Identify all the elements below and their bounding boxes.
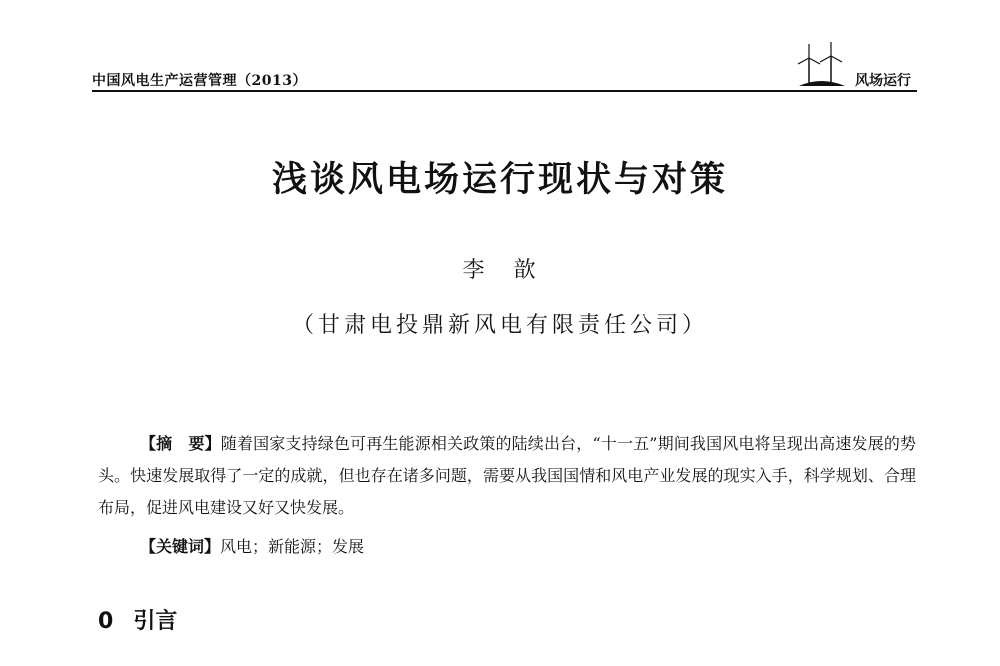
author-name: 李 歆 xyxy=(462,258,538,283)
keywords-text: 风电；新能源；发展 xyxy=(220,537,365,556)
section-title: 风场运行 xyxy=(855,73,911,89)
keywords xyxy=(140,531,364,563)
section-heading-title: 引言 xyxy=(133,609,178,634)
section-heading xyxy=(98,604,177,635)
running-header xyxy=(92,66,917,92)
author-affiliation: （甘肃电投鼎新风电有限责任公司） xyxy=(291,313,708,338)
abstract xyxy=(98,428,916,524)
keywords-label: 【关键词】 xyxy=(140,537,221,556)
abstract-text: 随着国家支持绿色可再生能源相关政策的陆续出台，“十一五”期间我国风电将呈现出高速发展的势头。快速发展取得了一定的成就，但也存在诸多问题，需要从我国国情和风电产业发展的现实入手，科学规划、合理布局，促进风电建设又好又快发展。 xyxy=(98,434,916,517)
section-number: 0 xyxy=(98,609,114,634)
journal-title: 中国风电生产运营管理（2013） xyxy=(92,73,307,89)
header-rule xyxy=(92,90,917,92)
abstract-label: 【摘 要】 xyxy=(140,434,221,453)
wind-turbine-icon xyxy=(795,40,847,86)
paper-title: 浅谈风电场运行现状与对策 xyxy=(271,160,728,200)
